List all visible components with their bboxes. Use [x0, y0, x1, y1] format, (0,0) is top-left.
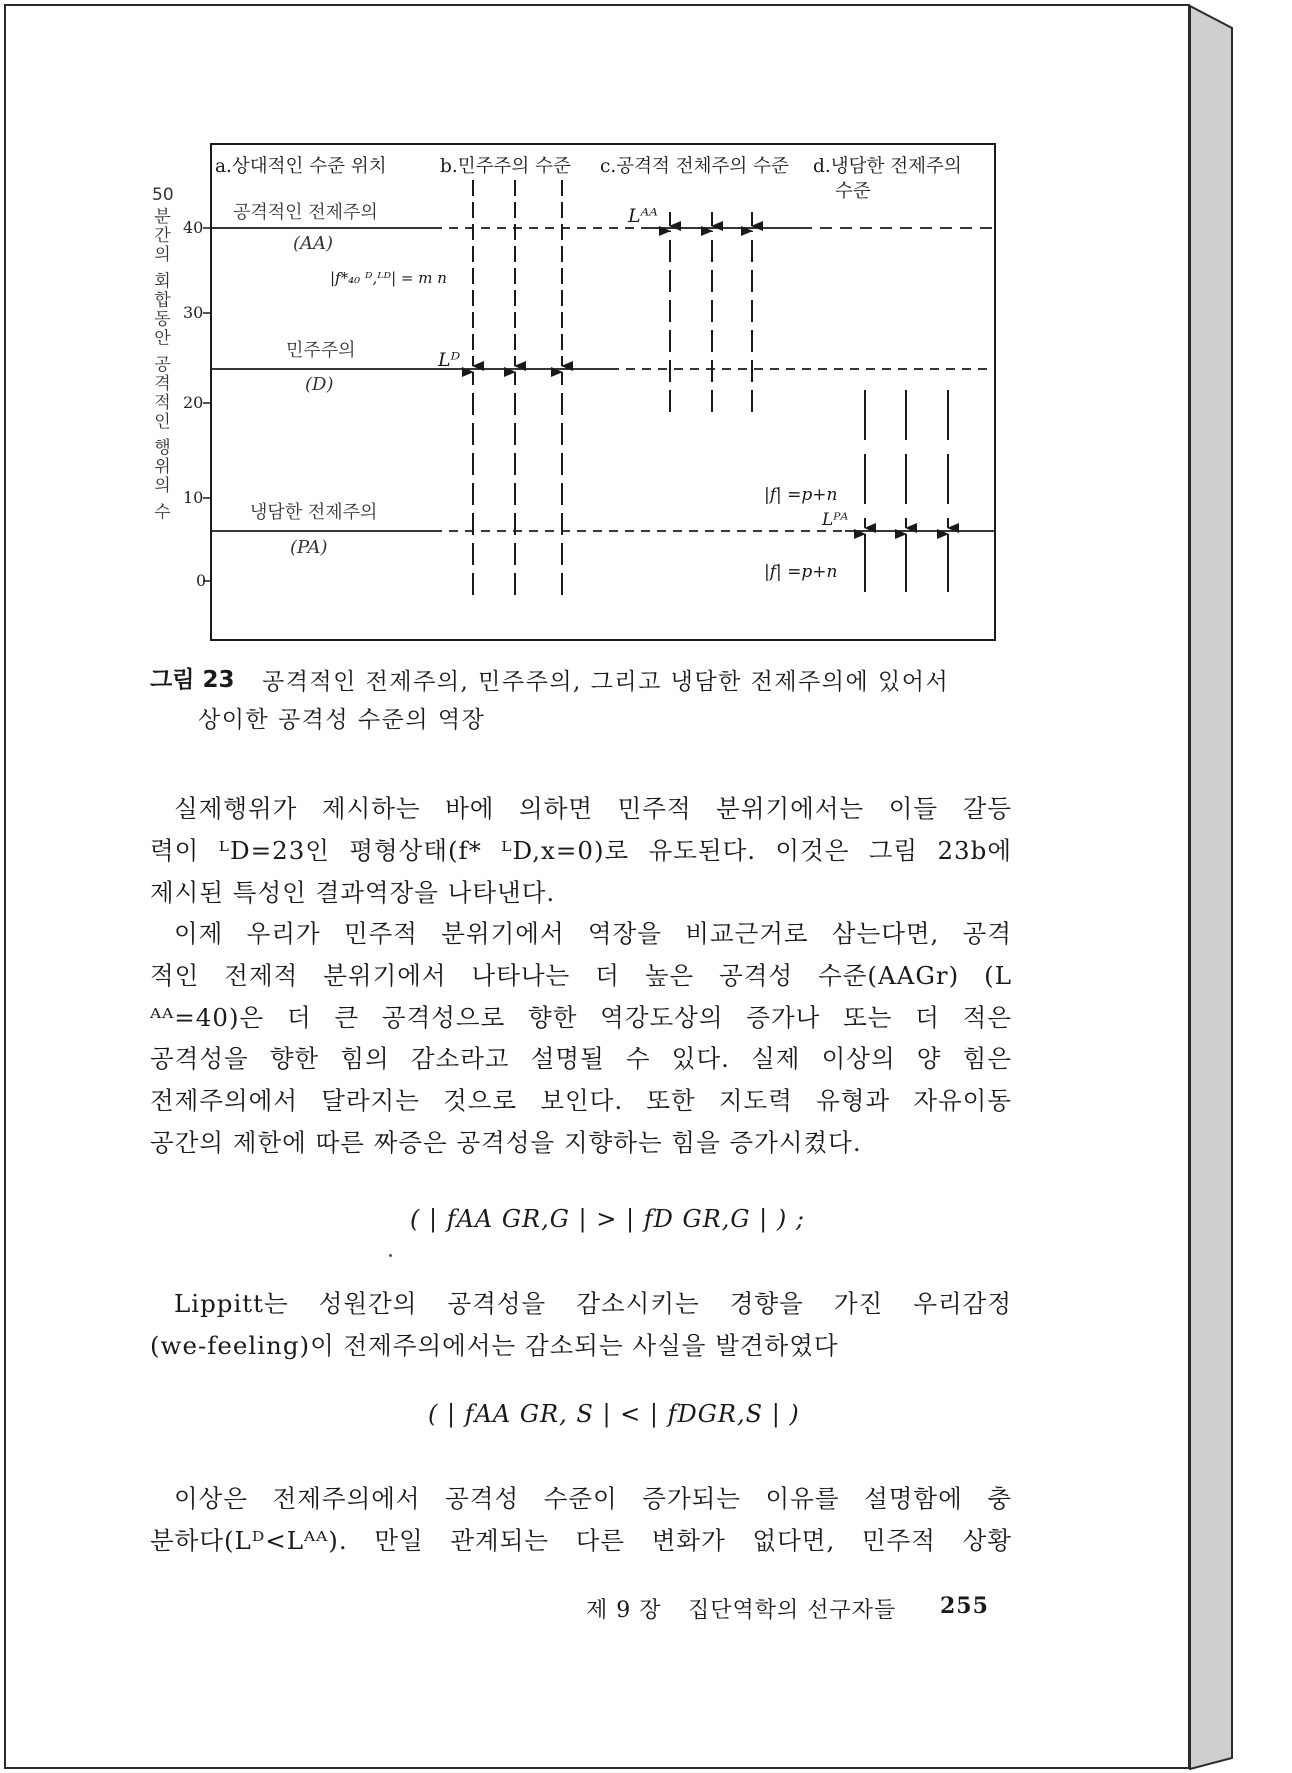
paragraph-3 — [150, 1283, 1012, 1325]
page-number: 255 — [940, 1593, 989, 1619]
paragraph-line: 공격성을 향한 힘의 감소라고 설명될 수 있다. 실제 이상의 양 힘은 — [150, 1044, 1012, 1073]
arrows-d — [865, 390, 948, 592]
column-header-a: a.상대적인 수준 위치 — [215, 156, 387, 177]
y-tick: 40 — [183, 218, 204, 237]
level-d-name: 민주주의 — [286, 340, 356, 361]
paragraph-2-cont — [150, 955, 1012, 997]
column-header-d: d.냉담한 전제주의 — [813, 156, 962, 177]
figure-caption-number: 그림 23 — [150, 667, 235, 693]
paragraph-line: 실제행위가 제시하는 바에 의하면 민주적 분위기에서는 이들 갈등 — [174, 794, 1012, 823]
paragraph-4 — [150, 1478, 1012, 1520]
paragraph-2-end — [150, 1122, 1012, 1164]
footer-chapter: 제 9 장 — [586, 1598, 662, 1623]
level-pa-abbr: (PA) — [290, 537, 328, 558]
force-label-d-upper: |f| =p+n — [764, 485, 838, 505]
arrows-b — [473, 180, 562, 595]
paragraph-4-cont — [150, 1520, 1012, 1562]
level-pa-name: 냉담한 전제주의 — [250, 502, 378, 523]
paragraph-line: 이제 우리가 민주적 분위기에서 역장을 비교근거로 삼는다면, 공격 — [174, 919, 1012, 948]
level-aa-abbr: (AA) — [293, 233, 334, 254]
footer-title: 집단역학의 선구자들 — [688, 1598, 897, 1623]
paragraph-line: 이상은 전제주의에서 공격성 수준이 증가되는 이유를 설명함에 충 — [174, 1484, 1012, 1513]
y-axis-label: 분간의 회합동안 공격적인 행위의 수 — [150, 207, 170, 522]
y-axis-ticks — [183, 218, 206, 590]
column-header-b: b.민주주의 수준 — [440, 156, 571, 177]
y-tick: 10 — [183, 488, 204, 507]
force-label-d-lower: |f| =p+n — [764, 562, 838, 582]
level-aa-name: 공격적인 전제주의 — [233, 202, 378, 223]
y-tick: 20 — [183, 393, 204, 412]
label-l-d: Lᴰ — [438, 349, 461, 371]
arrows-c — [670, 212, 752, 412]
label-l-aa: Lᴬᴬ — [628, 205, 658, 227]
paragraph-2-cont — [150, 1080, 1012, 1122]
y-tick: 0 — [196, 571, 207, 590]
force-field-figure — [0, 0, 1292, 650]
paragraph-2-cont — [150, 1038, 1012, 1080]
y-tick: 30 — [183, 303, 204, 322]
paragraph-line: Lippitt는 성원간의 공격성을 감소시키는 경향을 가진 우리감정 — [174, 1289, 1012, 1318]
y-axis-label-prefix: 50 — [152, 185, 174, 205]
paragraph-line: 력이 ᴸD=23인 평형상태(f* ᴸD,x=0)로 유도된다. 이것은 그림 23b에 — [150, 836, 1012, 865]
paragraph-3-end — [150, 1325, 1012, 1367]
paragraph-line: ᴬᴬ=40)은 더 큰 공격성으로 향한 역강도상의 증가나 또는 더 적은 — [150, 1003, 1012, 1032]
paragraph-1-end — [150, 872, 1012, 914]
column-header-c: c.공격적 전체주의 수준 — [600, 156, 789, 177]
label-l-pa: Lᴾᴬ — [822, 510, 849, 530]
figure-caption-line1: 공격적인 전제주의, 민주주의, 그리고 냉담한 전제주의에 있어서 — [262, 669, 950, 695]
level-d-abbr: (D) — [305, 374, 334, 395]
figure-caption-line2: 상이한 공격성 수준의 역장 — [198, 707, 486, 733]
paragraph-line: (we-feeling)이 전제주의에서는 감소되는 사실을 발견하였다 — [150, 1331, 839, 1360]
stray-dot — [389, 1254, 392, 1257]
column-header-d-line2: 수준 — [835, 181, 871, 202]
paragraph-2-cont — [150, 997, 1012, 1039]
paragraph-line: 적인 전제적 분위기에서 나타나는 더 높은 공격성 수준(AAGr) (L — [150, 961, 1012, 990]
paragraph-1 — [150, 788, 1012, 830]
paragraph-line: 전제주의에서 달라지는 것으로 보인다. 또한 지도력 유형과 자유이동 — [150, 1086, 1012, 1115]
paragraph-1-cont — [150, 830, 1012, 872]
force-label-b: |f*₄₀ ᴰ,ᴸᴰ| = m n — [330, 269, 447, 287]
formula-2: ( | fAA GR, S | < | fDGR,S | ) — [428, 1400, 800, 1428]
paragraph-2 — [150, 913, 1012, 955]
paragraph-line: 제시된 특성인 결과역장을 나타낸다. — [150, 878, 556, 907]
paragraph-line: 분하다(Lᴰ<Lᴬᴬ). 만일 관계되는 다른 변화가 없다면, 민주적 상황 — [150, 1526, 1012, 1555]
formula-1: ( | fAA GR,G | > | fD GR,G | ) ; — [410, 1205, 805, 1233]
paragraph-line: 공간의 제한에 따른 짜증은 공격성을 지향하는 힘을 증가시켰다. — [150, 1128, 862, 1157]
